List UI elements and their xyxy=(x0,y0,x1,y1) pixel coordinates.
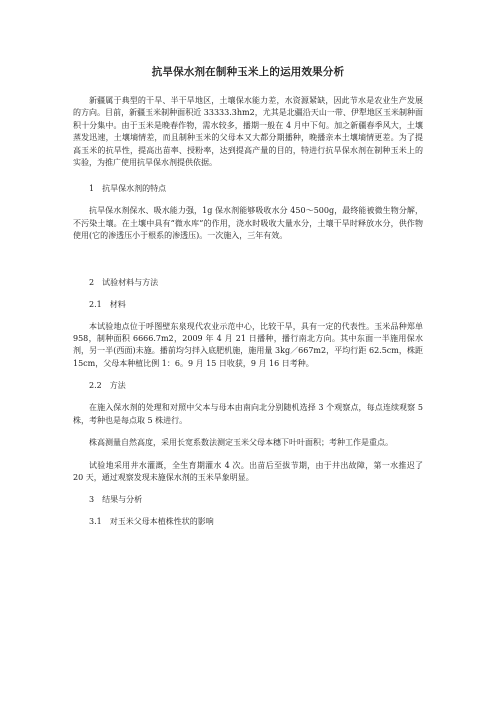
page-title: 抗旱保水剂在制种玉米上的运用效果分析 xyxy=(151,66,345,78)
section-2-heading: 2 试验材料与方法 xyxy=(89,277,159,287)
section-2-2-paragraph-3: 试验地采用井水灌溉，全生育期灌水 4 次。出苗后至拔节期，由于井出故障，第一水推迟了 20 天，通过观察发现未施保水剂的玉米旱象明显。 xyxy=(73,460,423,482)
section-2-2-paragraph-1: 在施入保水剂的处理和对照中父本与母本由南向北分别随机选择 3 个观察点，每点连续观察 5 株，考种也是每点取 5 株进行。 xyxy=(73,403,423,425)
section-2-1-paragraph: 本试验地点位于呼图壁东泉现代农业示范中心，比较干旱，具有一定的代表性。玉米品种郑单 958，制种面积 6666.7m2，2009 年 4 月 21 日播种，播行南北方向。其中东面一半施用保水剂，另一半(西面)未施。播前均匀拌入底肥机施，施用量 3kg／667m2，平均行距 62.5cm，株距 15cm，父母本种植比例 1：6。9 月 15 日收获，9 月 16 日考种。 xyxy=(73,321,423,368)
section-3-1-heading: 3.1 对玉米父母本植株性状的影响 xyxy=(89,517,214,527)
section-2-2-paragraph-2: 株高测量自然高度，采用长宽系数法测定玉米父母本穗下叶叶面积；考种工作是重点。 xyxy=(89,438,393,448)
intro-paragraph: 新疆属于典型的干旱、半干旱地区，土壤保水能力差，水资源紧缺，因此节水是农业生产发展的方向。目前，新疆玉米制种面积近 33333.3hm2，尤其是北疆沿天山一带、伊犁地区玉米制种面积十分集中。由于玉米是晚春作物，需水较多，播期一般在 4 月中下旬。加之新疆春季风大，土壤蒸发迅速，土壤墒情差，而且制种玉米的父母本又大都分期播种，晚播亲本土壤墒情更差。为了提高玉米的抗旱性，提高出苗率、授粉率，达到提高产量的目的，特进行抗旱保水剂在制种玉米上的实验，为推广使用抗旱保水剂提供依据。 xyxy=(73,96,423,168)
section-3-heading: 3 结果与分析 xyxy=(89,495,143,505)
document-body xyxy=(73,64,423,538)
blank-spacer xyxy=(73,253,423,277)
section-2-1-heading: 2.1 材料 xyxy=(89,299,126,309)
section-1-heading: 1 抗旱保水剂的特点 xyxy=(89,184,167,194)
section-1-paragraph: 抗旱保水剂保水、吸水能力强，1g 保水剂能够吸收水分 450～500g，最终能被微生物分解，不污染土壤。在土壤中具有“微水库”的作用，浇水时吸收大量水分，土壤干旱时释放水分，供作物使用(它的渗透压小于根系的渗透压)。一次施入，三年有效。 xyxy=(73,206,423,241)
section-2-2-heading: 2.2 方法 xyxy=(89,381,126,391)
